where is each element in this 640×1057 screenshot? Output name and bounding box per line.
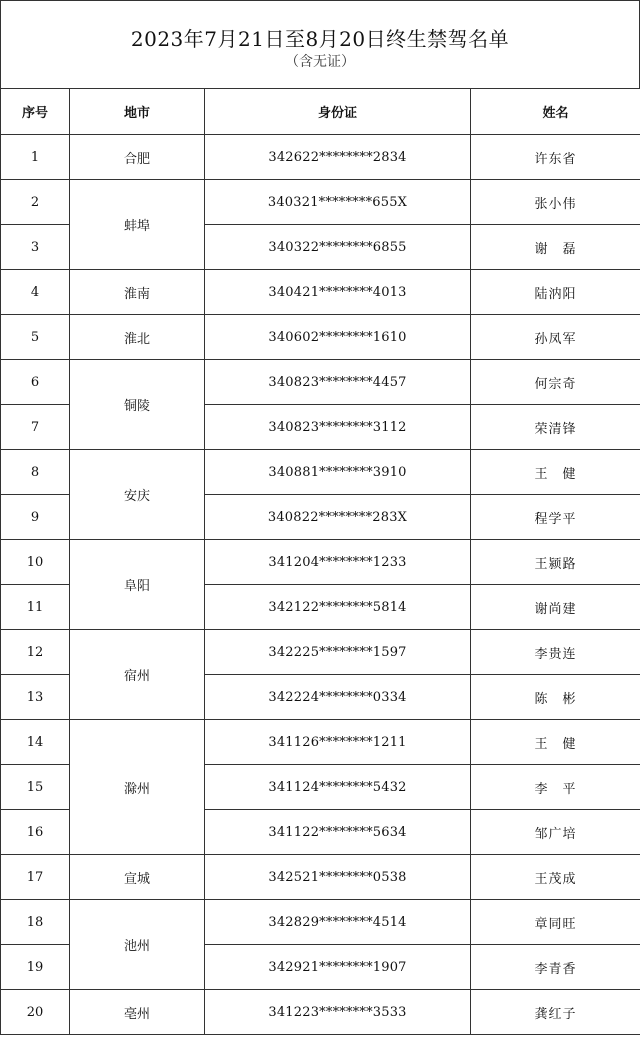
title-block (0, 0, 640, 88)
table-row (1, 135, 640, 180)
row-city: 滁州 (70, 720, 205, 855)
row-city: 蚌埠 (70, 180, 205, 270)
row-name: 谢 磊 (471, 225, 640, 270)
table-row (1, 900, 640, 945)
row-id-number: 342622********2834 (205, 135, 471, 180)
row-name: 陆汭阳 (471, 270, 640, 315)
row-seq: 11 (1, 585, 70, 630)
row-name: 李青香 (471, 945, 640, 990)
row-seq: 12 (1, 630, 70, 675)
row-seq: 8 (1, 450, 70, 495)
row-name: 王颍路 (471, 540, 640, 585)
row-city: 铜陵 (70, 360, 205, 450)
row-id-number: 340321********655X (205, 180, 471, 225)
table-header-row (1, 89, 640, 135)
row-seq: 7 (1, 405, 70, 450)
row-city: 池州 (70, 900, 205, 990)
row-seq: 9 (1, 495, 70, 540)
row-name: 王 健 (471, 720, 640, 765)
row-seq: 15 (1, 765, 70, 810)
table-row (1, 360, 640, 405)
table-row (1, 855, 640, 900)
row-name: 许东省 (471, 135, 640, 180)
row-id-number: 342224********0334 (205, 675, 471, 720)
row-seq: 13 (1, 675, 70, 720)
row-name: 孙凤军 (471, 315, 640, 360)
row-seq: 17 (1, 855, 70, 900)
row-id-number: 342225********1597 (205, 630, 471, 675)
row-seq: 18 (1, 900, 70, 945)
row-id-number: 340421********4013 (205, 270, 471, 315)
table-row (1, 180, 640, 225)
row-city: 安庆 (70, 450, 205, 540)
table-row (1, 720, 640, 765)
table-row (1, 450, 640, 495)
row-city: 亳州 (70, 990, 205, 1035)
document-subtitle: （含无证） (285, 54, 355, 70)
row-name: 张小伟 (471, 180, 640, 225)
document-title: 2023年7月21日至8月20日终生禁驾名单 (130, 27, 510, 51)
table-row (1, 990, 640, 1035)
table-row (1, 270, 640, 315)
row-name: 龚红子 (471, 990, 640, 1035)
row-seq: 6 (1, 360, 70, 405)
row-seq: 19 (1, 945, 70, 990)
row-name: 荣清锋 (471, 405, 640, 450)
row-name: 何宗奇 (471, 360, 640, 405)
row-city: 淮北 (70, 315, 205, 360)
row-name: 谢尚建 (471, 585, 640, 630)
row-id-number: 340823********3112 (205, 405, 471, 450)
row-seq: 4 (1, 270, 70, 315)
row-city: 合肥 (70, 135, 205, 180)
row-seq: 10 (1, 540, 70, 585)
row-name: 邹广培 (471, 810, 640, 855)
row-id-number: 341122********5634 (205, 810, 471, 855)
row-seq: 20 (1, 990, 70, 1035)
table-row (1, 540, 640, 585)
header-id: 身份证 (205, 89, 471, 135)
row-city: 宿州 (70, 630, 205, 720)
table-row (1, 315, 640, 360)
row-id-number: 342122********5814 (205, 585, 471, 630)
row-seq: 1 (1, 135, 70, 180)
header-name: 姓名 (471, 89, 640, 135)
header-city: 地市 (70, 89, 205, 135)
row-name: 李贵连 (471, 630, 640, 675)
ban-list-table (0, 88, 640, 1035)
row-seq: 16 (1, 810, 70, 855)
row-seq: 3 (1, 225, 70, 270)
row-id-number: 340602********1610 (205, 315, 471, 360)
row-city: 阜阳 (70, 540, 205, 630)
row-id-number: 342829********4514 (205, 900, 471, 945)
row-name: 陈 彬 (471, 675, 640, 720)
row-id-number: 340322********6855 (205, 225, 471, 270)
row-id-number: 342921********1907 (205, 945, 471, 990)
header-seq: 序号 (1, 89, 70, 135)
row-name: 王茂成 (471, 855, 640, 900)
row-seq: 14 (1, 720, 70, 765)
row-city: 淮南 (70, 270, 205, 315)
table-row (1, 630, 640, 675)
row-name: 王 健 (471, 450, 640, 495)
row-id-number: 340822********283X (205, 495, 471, 540)
row-seq: 5 (1, 315, 70, 360)
row-id-number: 341223********3533 (205, 990, 471, 1035)
row-id-number: 340823********4457 (205, 360, 471, 405)
table-body (1, 135, 640, 1035)
row-id-number: 341124********5432 (205, 765, 471, 810)
row-name: 章同旺 (471, 900, 640, 945)
row-name: 李 平 (471, 765, 640, 810)
row-city: 宣城 (70, 855, 205, 900)
row-id-number: 342521********0538 (205, 855, 471, 900)
row-id-number: 340881********3910 (205, 450, 471, 495)
row-seq: 2 (1, 180, 70, 225)
row-id-number: 341126********1211 (205, 720, 471, 765)
row-id-number: 341204********1233 (205, 540, 471, 585)
row-name: 程学平 (471, 495, 640, 540)
